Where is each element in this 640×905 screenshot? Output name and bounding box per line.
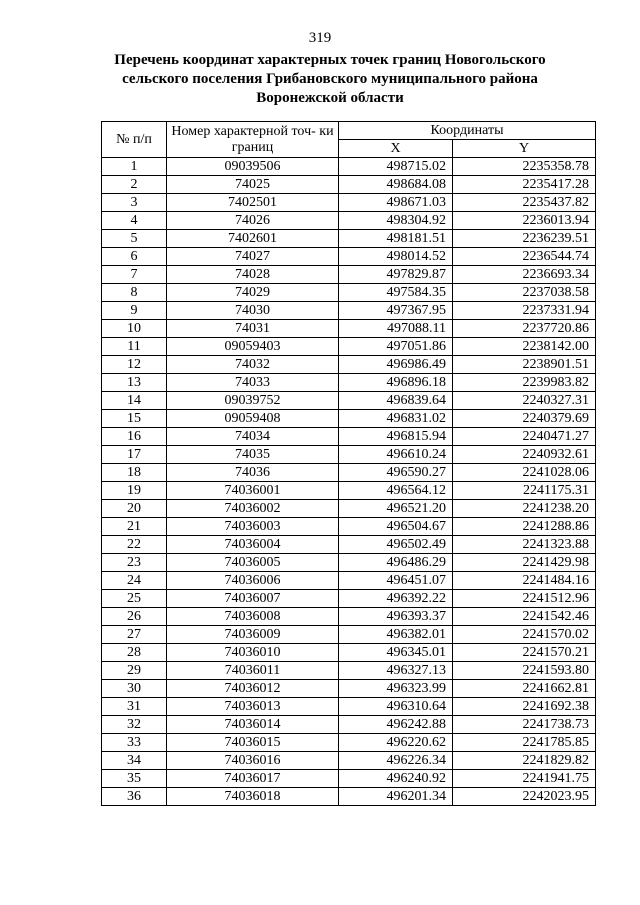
table-row — [102, 356, 596, 374]
x-coordinate-cell: 496345.01 — [339, 644, 453, 662]
x-coordinate-cell: 496815.94 — [339, 428, 453, 446]
y-coordinate-cell: 2237331.94 — [453, 302, 596, 320]
point-number-cell: 09059403 — [167, 338, 339, 356]
table-row — [102, 302, 596, 320]
y-coordinate-cell: 2238142.00 — [453, 338, 596, 356]
row-index-cell: 28 — [102, 644, 167, 662]
table-row — [102, 518, 596, 536]
x-coordinate-cell: 496242.88 — [339, 716, 453, 734]
row-index-cell: 10 — [102, 320, 167, 338]
point-number-cell: 74036003 — [167, 518, 339, 536]
header-coordinates: Координаты — [339, 122, 596, 140]
row-index-cell: 35 — [102, 770, 167, 788]
x-coordinate-cell: 497367.95 — [339, 302, 453, 320]
point-number-cell: 74036001 — [167, 482, 339, 500]
y-coordinate-cell: 2241512.96 — [453, 590, 596, 608]
row-index-cell: 8 — [102, 284, 167, 302]
y-coordinate-cell: 2236239.51 — [453, 230, 596, 248]
y-coordinate-cell: 2239983.82 — [453, 374, 596, 392]
x-coordinate-cell: 497584.35 — [339, 284, 453, 302]
point-number-cell: 74026 — [167, 212, 339, 230]
table-row — [102, 446, 596, 464]
row-index-cell: 24 — [102, 572, 167, 590]
row-index-cell: 34 — [102, 752, 167, 770]
x-coordinate-cell: 498014.52 — [339, 248, 453, 266]
x-coordinate-cell: 496382.01 — [339, 626, 453, 644]
x-coordinate-cell: 496451.07 — [339, 572, 453, 590]
point-number-cell: 74036010 — [167, 644, 339, 662]
row-index-cell: 13 — [102, 374, 167, 392]
row-index-cell: 4 — [102, 212, 167, 230]
page-number: 319 — [308, 30, 332, 46]
table-row — [102, 194, 596, 212]
y-coordinate-cell: 2238901.51 — [453, 356, 596, 374]
header-point-number: Номер характерной точ- ки границ — [167, 122, 339, 158]
point-number-cell: 09039506 — [167, 158, 339, 176]
y-coordinate-cell: 2240327.31 — [453, 392, 596, 410]
row-index-cell: 15 — [102, 410, 167, 428]
x-coordinate-cell: 496504.67 — [339, 518, 453, 536]
table-row — [102, 698, 596, 716]
point-number-cell: 74033 — [167, 374, 339, 392]
table-row — [102, 284, 596, 302]
point-number-cell: 74035 — [167, 446, 339, 464]
y-coordinate-cell: 2241593.80 — [453, 662, 596, 680]
point-number-cell: 74028 — [167, 266, 339, 284]
header-y: Y — [453, 140, 596, 158]
row-index-cell: 12 — [102, 356, 167, 374]
point-number-cell: 09059408 — [167, 410, 339, 428]
table-row — [102, 572, 596, 590]
y-coordinate-cell: 2241542.46 — [453, 608, 596, 626]
row-index-cell: 23 — [102, 554, 167, 572]
row-index-cell: 16 — [102, 428, 167, 446]
point-number-cell: 74036018 — [167, 788, 339, 806]
table-row — [102, 482, 596, 500]
point-number-cell: 74036005 — [167, 554, 339, 572]
y-coordinate-cell: 2240471.27 — [453, 428, 596, 446]
row-index-cell: 7 — [102, 266, 167, 284]
x-coordinate-cell: 496896.18 — [339, 374, 453, 392]
y-coordinate-cell: 2235358.78 — [453, 158, 596, 176]
table-row — [102, 554, 596, 572]
y-coordinate-cell: 2241028.06 — [453, 464, 596, 482]
row-index-cell: 20 — [102, 500, 167, 518]
table-row — [102, 464, 596, 482]
point-number-cell: 74036014 — [167, 716, 339, 734]
table-row — [102, 392, 596, 410]
row-index-cell: 5 — [102, 230, 167, 248]
y-coordinate-cell: 2241692.38 — [453, 698, 596, 716]
x-coordinate-cell: 496392.22 — [339, 590, 453, 608]
point-number-cell: 74036002 — [167, 500, 339, 518]
y-coordinate-cell: 2241941.75 — [453, 770, 596, 788]
row-index-cell: 2 — [102, 176, 167, 194]
point-number-cell: 74032 — [167, 356, 339, 374]
table-row — [102, 500, 596, 518]
table-row — [102, 158, 596, 176]
row-index-cell: 11 — [102, 338, 167, 356]
title-line: Перечень координат характерных точек границ Новогольского — [114, 52, 546, 68]
y-coordinate-cell: 2241238.20 — [453, 500, 596, 518]
x-coordinate-cell: 496564.12 — [339, 482, 453, 500]
point-number-cell: 74036004 — [167, 536, 339, 554]
x-coordinate-cell: 498684.08 — [339, 176, 453, 194]
x-coordinate-cell: 498715.02 — [339, 158, 453, 176]
row-index-cell: 21 — [102, 518, 167, 536]
row-index-cell: 18 — [102, 464, 167, 482]
coordinates-table — [101, 121, 596, 806]
point-number-cell: 74030 — [167, 302, 339, 320]
point-number-cell: 74036017 — [167, 770, 339, 788]
table-row — [102, 770, 596, 788]
point-number-cell: 74036008 — [167, 608, 339, 626]
y-coordinate-cell: 2241570.02 — [453, 626, 596, 644]
y-coordinate-cell: 2237720.86 — [453, 320, 596, 338]
point-number-cell: 74034 — [167, 428, 339, 446]
y-coordinate-cell: 2241484.16 — [453, 572, 596, 590]
y-coordinate-cell: 2240379.69 — [453, 410, 596, 428]
header-index: № п/п — [102, 122, 167, 158]
y-coordinate-cell: 2241829.82 — [453, 752, 596, 770]
row-index-cell: 14 — [102, 392, 167, 410]
table-row — [102, 248, 596, 266]
point-number-cell: 7402601 — [167, 230, 339, 248]
table-row — [102, 590, 596, 608]
title-line: сельского поселения Грибановского муниципального района — [122, 71, 538, 87]
point-number-cell: 74036 — [167, 464, 339, 482]
point-number-cell: 74036013 — [167, 698, 339, 716]
row-index-cell: 33 — [102, 734, 167, 752]
table-row — [102, 644, 596, 662]
table-row — [102, 608, 596, 626]
x-coordinate-cell: 496327.13 — [339, 662, 453, 680]
header-x: X — [339, 140, 453, 158]
point-number-cell: 7402501 — [167, 194, 339, 212]
row-index-cell: 3 — [102, 194, 167, 212]
x-coordinate-cell: 496502.49 — [339, 536, 453, 554]
x-coordinate-cell: 496220.62 — [339, 734, 453, 752]
table-row — [102, 662, 596, 680]
table-row — [102, 410, 596, 428]
row-index-cell: 36 — [102, 788, 167, 806]
point-number-cell: 74025 — [167, 176, 339, 194]
x-coordinate-cell: 496393.37 — [339, 608, 453, 626]
point-number-cell: 74036011 — [167, 662, 339, 680]
y-coordinate-cell: 2241785.85 — [453, 734, 596, 752]
x-coordinate-cell: 497088.11 — [339, 320, 453, 338]
row-index-cell: 22 — [102, 536, 167, 554]
table-row — [102, 320, 596, 338]
title-line: Воронежской области — [256, 90, 404, 106]
y-coordinate-cell: 2237038.58 — [453, 284, 596, 302]
point-number-cell: 74036006 — [167, 572, 339, 590]
table-row — [102, 716, 596, 734]
table-header — [102, 122, 596, 158]
y-coordinate-cell: 2236544.74 — [453, 248, 596, 266]
y-coordinate-cell: 2241288.86 — [453, 518, 596, 536]
x-coordinate-cell: 497829.87 — [339, 266, 453, 284]
table-row — [102, 266, 596, 284]
point-number-cell: 74029 — [167, 284, 339, 302]
y-coordinate-cell: 2236693.34 — [453, 266, 596, 284]
table-row — [102, 176, 596, 194]
row-index-cell: 27 — [102, 626, 167, 644]
x-coordinate-cell: 496839.64 — [339, 392, 453, 410]
x-coordinate-cell: 498181.51 — [339, 230, 453, 248]
x-coordinate-cell: 496226.34 — [339, 752, 453, 770]
x-coordinate-cell: 496831.02 — [339, 410, 453, 428]
table-row — [102, 752, 596, 770]
table-row — [102, 212, 596, 230]
point-number-cell: 74036015 — [167, 734, 339, 752]
document-title — [60, 51, 600, 108]
row-index-cell: 26 — [102, 608, 167, 626]
x-coordinate-cell: 496310.64 — [339, 698, 453, 716]
x-coordinate-cell: 496240.92 — [339, 770, 453, 788]
y-coordinate-cell: 2236013.94 — [453, 212, 596, 230]
x-coordinate-cell: 498304.92 — [339, 212, 453, 230]
point-number-cell: 74036016 — [167, 752, 339, 770]
y-coordinate-cell: 2242023.95 — [453, 788, 596, 806]
row-index-cell: 29 — [102, 662, 167, 680]
table-row — [102, 338, 596, 356]
point-number-cell: 09039752 — [167, 392, 339, 410]
table-row — [102, 536, 596, 554]
y-coordinate-cell: 2241570.21 — [453, 644, 596, 662]
row-index-cell: 1 — [102, 158, 167, 176]
y-coordinate-cell: 2241429.98 — [453, 554, 596, 572]
row-index-cell: 6 — [102, 248, 167, 266]
table-row — [102, 734, 596, 752]
y-coordinate-cell: 2241175.31 — [453, 482, 596, 500]
table-row — [102, 680, 596, 698]
row-index-cell: 9 — [102, 302, 167, 320]
point-number-cell: 74036009 — [167, 626, 339, 644]
y-coordinate-cell: 2241323.88 — [453, 536, 596, 554]
x-coordinate-cell: 496486.29 — [339, 554, 453, 572]
row-index-cell: 30 — [102, 680, 167, 698]
table-row — [102, 374, 596, 392]
row-index-cell: 19 — [102, 482, 167, 500]
y-coordinate-cell: 2235437.82 — [453, 194, 596, 212]
table-row — [102, 788, 596, 806]
x-coordinate-cell: 496521.20 — [339, 500, 453, 518]
y-coordinate-cell: 2235417.28 — [453, 176, 596, 194]
point-number-cell: 74031 — [167, 320, 339, 338]
point-number-cell: 74027 — [167, 248, 339, 266]
y-coordinate-cell: 2241738.73 — [453, 716, 596, 734]
x-coordinate-cell: 496201.34 — [339, 788, 453, 806]
x-coordinate-cell: 497051.86 — [339, 338, 453, 356]
row-index-cell: 32 — [102, 716, 167, 734]
row-index-cell: 17 — [102, 446, 167, 464]
x-coordinate-cell: 496323.99 — [339, 680, 453, 698]
table-row — [102, 230, 596, 248]
y-coordinate-cell: 2240932.61 — [453, 446, 596, 464]
row-index-cell: 25 — [102, 590, 167, 608]
table-row — [102, 428, 596, 446]
point-number-cell: 74036007 — [167, 590, 339, 608]
x-coordinate-cell: 496590.27 — [339, 464, 453, 482]
table-body — [102, 158, 596, 806]
y-coordinate-cell: 2241662.81 — [453, 680, 596, 698]
x-coordinate-cell: 498671.03 — [339, 194, 453, 212]
x-coordinate-cell: 496986.49 — [339, 356, 453, 374]
point-number-cell: 74036012 — [167, 680, 339, 698]
table-row — [102, 626, 596, 644]
row-index-cell: 31 — [102, 698, 167, 716]
x-coordinate-cell: 496610.24 — [339, 446, 453, 464]
